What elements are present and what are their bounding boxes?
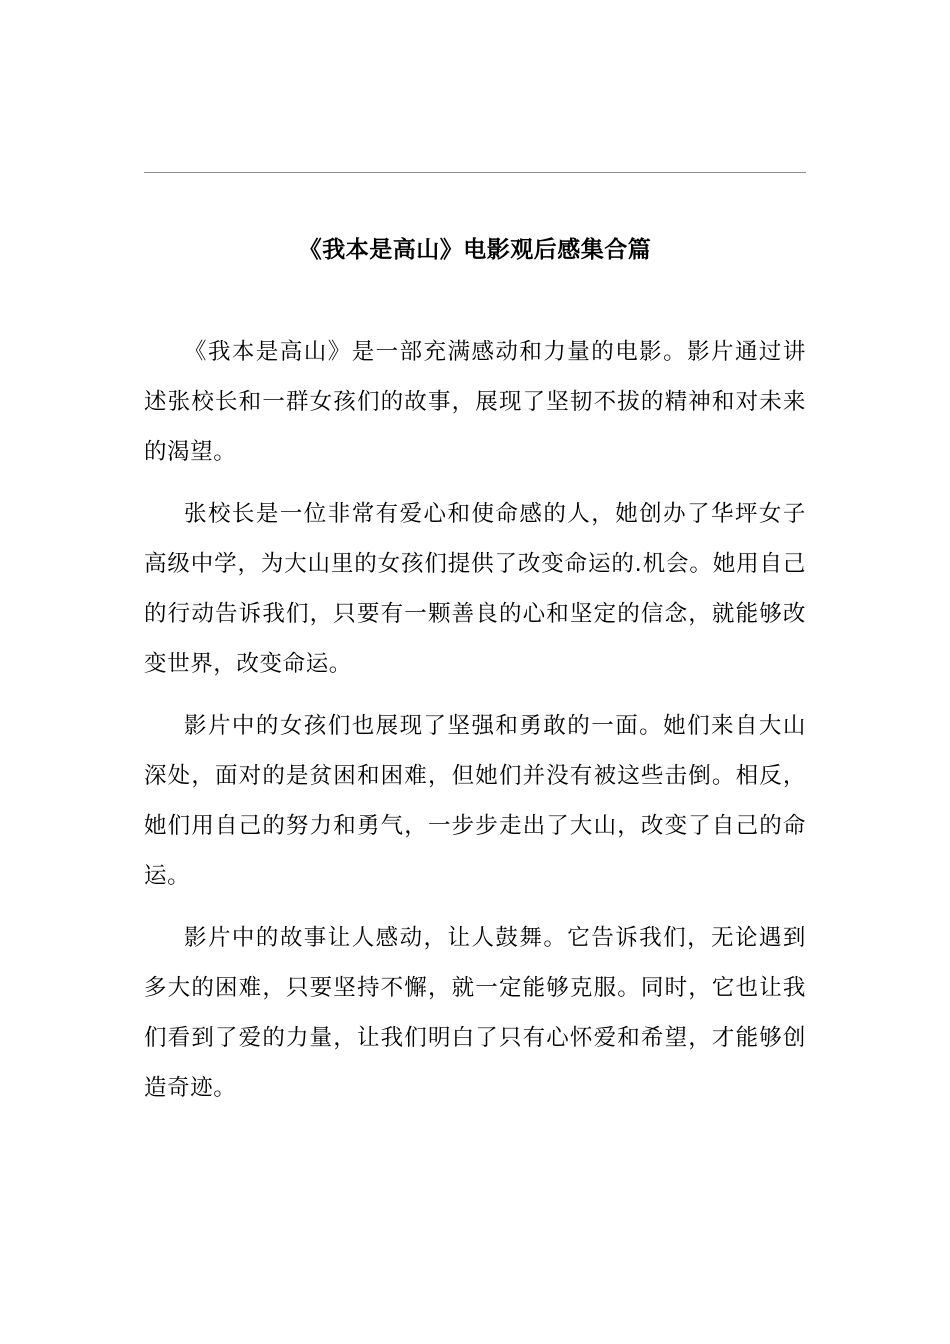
paragraph-1: 《我本是高山》是一部充满感动和力量的电影。影片通过讲述张校长和一群女孩们的故事，展现了坚韧不拔的精神和对未来的渴望。 <box>144 339 806 465</box>
paragraph-4: 影片中的故事让人感动，让人鼓舞。它告诉我们，无论遇到多大的困难，只要坚持不懈，就一定能够克服。同时，它也让我们看到了爱的力量，让我们明白了只有心怀爱和希望，才能够创造奇迹。 <box>144 925 806 1101</box>
paragraph-3: 影片中的女孩们也展现了坚强和勇敢的一面。她们来自大山深处，面对的是贫困和困难，但她们并没有被这些击倒。相反，她们用自己的努力和勇气，一步步走出了大山，改变了自己的命运。 <box>144 713 806 889</box>
document-body <box>144 327 806 1125</box>
document-title: 《我本是高山》电影观后感集合篇 <box>298 237 652 263</box>
paragraph-2: 张校长是一位非常有爱心和使命感的人，她创办了华坪女子高级中学，为大山里的女孩们提供了改变命运的.机会。她用自己的行动告诉我们，只要有一颗善良的心和坚定的信念，就能够改变世界，改变命运。 <box>144 501 806 677</box>
header-divider <box>144 172 806 173</box>
